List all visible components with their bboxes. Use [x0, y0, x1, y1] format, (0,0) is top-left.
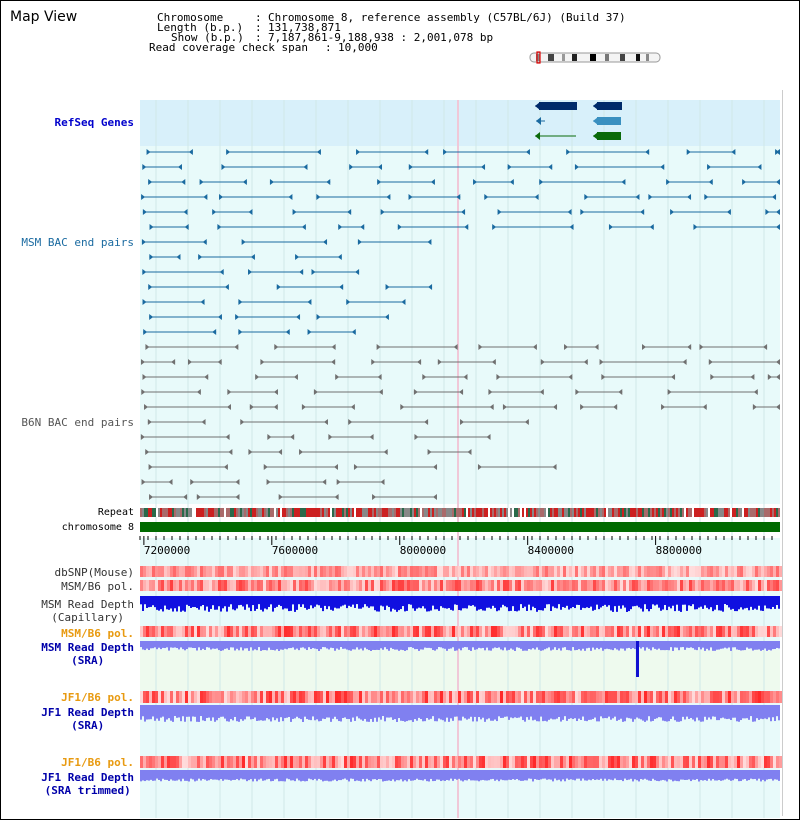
info-length-value: 131,738,871 [268, 21, 341, 34]
vertical-scrollbar[interactable] [782, 90, 797, 816]
track-label-msm-bac[interactable]: MSM BAC end pairs [21, 236, 134, 249]
track-label-refseq-genes[interactable]: RefSeq Genes [54, 116, 134, 129]
axis-tick-label: 8800000 [655, 544, 702, 557]
jf1-b6-pol-track [140, 691, 782, 703]
track-label-jf1-b6-pol-2[interactable]: JF1/B6 pol. [61, 756, 134, 769]
axis-tick-label: 8000000 [399, 544, 447, 557]
track-label-msm-depth-capillary[interactable]: MSM Read Depth (Capillary) [41, 598, 134, 624]
axis-tick-label: 7600000 [271, 544, 319, 557]
dbsnp-track [140, 566, 782, 577]
info-sep-1: : [255, 11, 262, 24]
ideogram-band [572, 54, 577, 61]
ideogram-band [605, 54, 609, 61]
ideogram-band [646, 54, 649, 61]
ideogram-band [620, 54, 625, 61]
msm-sra-bg [140, 650, 780, 690]
chromosome-bar [140, 522, 780, 532]
refseq-track-bg [140, 100, 780, 146]
track-label-chromosome[interactable]: chromosome 8 [61, 522, 134, 533]
info-length-label: Length (b.p.) [157, 21, 244, 34]
jf1-depth-trimmed-track [140, 770, 780, 781]
repeat-track [140, 508, 780, 517]
refseq-gene [593, 102, 622, 110]
ideogram-band [548, 54, 554, 61]
track-label-dbsnp[interactable]: dbSNP(Mouse) [54, 566, 134, 579]
refseq-gene [593, 117, 621, 125]
track-label-jf1-depth-sra[interactable]: JF1 Read Depth (SRA) [41, 706, 134, 732]
track-label-jf1-b6-pol[interactable]: JF1/B6 pol. [61, 691, 134, 704]
info-sep-3: : [255, 31, 262, 44]
ideogram-band [636, 54, 640, 61]
jf1-b6-pol-2-track [140, 756, 782, 768]
page-title: Map View [10, 9, 78, 25]
axis-tick-label: 8400000 [527, 544, 575, 557]
track-label-msm-b6-pol-2[interactable]: MSM/B6 pol. [61, 627, 134, 640]
track-label-b6n-bac[interactable]: B6N BAC end pairs [21, 416, 134, 429]
track-label-repeat[interactable]: Repeat [97, 507, 134, 518]
info-coverage-label: Read coverage check span [149, 41, 308, 54]
msm-b6-pol-2-track [140, 626, 782, 637]
info-chromosome-value: Chromosome 8, reference assembly (C57BL/6J) (Build 37) [268, 11, 626, 24]
refseq-gene [593, 132, 621, 140]
info-show-label: Show (b.p.) [171, 31, 244, 44]
info-chromosome-label: Chromosome [157, 11, 224, 24]
info-show-value: 7,187,861-9,188,938 : 2,001,078 bp [268, 31, 494, 44]
info-sep-4: : [325, 41, 332, 54]
track-label-jf1-depth-trimmed[interactable]: JF1 Read Depth (SRA trimmed) [41, 771, 134, 797]
msm-b6-pol-track [140, 580, 782, 591]
track-label-msm-b6-pol[interactable]: MSM/B6 pol. [61, 580, 134, 593]
info-sep-2: : [255, 21, 262, 34]
axis-tick-label: 7200000 [143, 544, 191, 557]
refseq-gene [535, 102, 577, 110]
ideogram-band [562, 54, 565, 61]
track-label-msm-depth-sra[interactable]: MSM Read Depth (SRA) [41, 641, 134, 667]
info-coverage-value: 10,000 [338, 41, 378, 54]
jf1-depth-sra-track [140, 705, 780, 722]
ideogram-band [590, 54, 596, 61]
